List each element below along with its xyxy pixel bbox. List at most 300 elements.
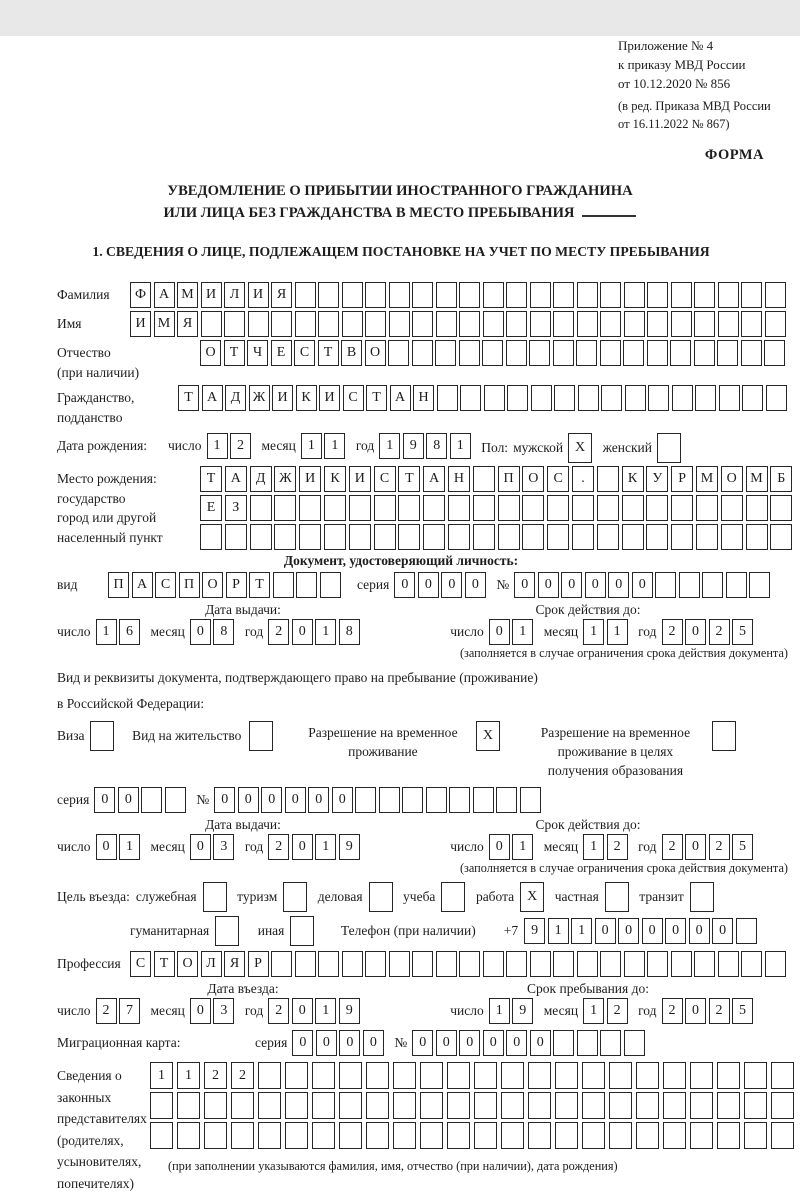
char-box [273,572,294,598]
char-box: 0 [436,1030,457,1056]
char-box [412,311,433,337]
expiry-year-cells [662,834,756,860]
birthdate-label: Дата рождения: [57,438,148,453]
doc-series-cells [394,572,488,598]
char-box: 2 [662,998,683,1024]
char-box [672,385,693,411]
char-box: 0 [459,1030,480,1056]
char-box [582,1122,605,1149]
char-box [600,340,621,366]
char-box [365,311,386,337]
expiry-note: (заполняется в случае ограничения срока действия документа) [459,861,788,875]
char-box [577,951,598,977]
char-box [771,1092,794,1119]
char-box [435,340,456,366]
char-box: 5 [732,998,753,1024]
char-box: И [272,385,293,411]
char-box [482,340,503,366]
char-box: 1 [177,1062,200,1089]
issue-year-cells [268,834,362,860]
representatives-cells-row2 [150,1092,798,1119]
char-box [663,1062,686,1089]
char-box: Ж [274,466,296,492]
char-box [765,311,786,337]
char-box [605,882,629,912]
char-box [555,1062,578,1089]
char-box: П [498,466,520,492]
char-box [530,311,551,337]
char-box [402,787,423,813]
purpose-official-checkbox [203,882,230,912]
month-label: месяц [543,839,579,854]
char-box [690,1092,713,1119]
char-box [506,340,527,366]
char-box [483,951,504,977]
char-box: . [572,466,594,492]
char-box [365,282,386,308]
char-box: X [568,433,592,463]
char-box [295,311,316,337]
birthplace-label-line: государство [57,490,126,506]
char-box: 9 [524,918,545,944]
number-label: № [196,792,210,807]
notification-form-page [0,36,800,1199]
char-box: 0 [561,572,582,598]
char-box [473,787,494,813]
char-box [555,1092,578,1119]
char-box [553,282,574,308]
char-box [448,495,470,521]
profession-cells [130,951,788,977]
char-box: 0 [685,998,706,1024]
birth-year-cells [379,433,473,459]
citizenship-cells [178,385,789,411]
form-label: ФОРМА [704,147,764,163]
residence-doc-series-row [57,787,800,813]
char-box: 1 [207,433,228,459]
purpose-private-checkbox [605,882,632,912]
char-box [231,1092,254,1119]
char-box: Т [366,385,387,411]
entry-year-cells [268,998,362,1024]
char-box [295,951,316,977]
char-box [274,524,296,550]
char-box [647,951,668,977]
char-box [318,282,339,308]
char-box [647,282,668,308]
char-box: 0 [618,918,639,944]
char-box [441,882,465,912]
char-box [663,1092,686,1119]
blank-underline [582,202,636,217]
identity-doc-row [57,572,800,598]
representatives-row [57,1062,800,1194]
char-box [726,572,747,598]
char-box [474,1092,497,1119]
purpose-tourism-checkbox [283,882,310,912]
char-box: 1 [512,834,533,860]
stay-year-cells [662,998,756,1024]
char-box [447,1122,470,1149]
char-box: 2 [230,433,251,459]
char-box [671,951,692,977]
char-box [520,787,541,813]
char-box [224,311,245,337]
residence-doc-dates-row [57,834,800,860]
char-box [609,1092,632,1119]
migration-card-label: Миграционная карта: [57,1035,181,1050]
char-box [412,282,433,308]
char-box [349,495,371,521]
char-box [623,340,644,366]
char-box: Т [249,572,270,598]
representatives-cells-row1 [150,1062,798,1089]
char-box [460,385,481,411]
phone-label: Телефон (при наличии) [340,923,476,938]
char-box [749,572,770,598]
issue-date-group [57,619,362,645]
char-box: С [130,951,151,977]
char-box: 0 [190,834,211,860]
temp-residence-label: Разрешение на временное проживание [308,725,458,759]
char-box: 0 [412,1030,433,1056]
char-box: 0 [339,1030,360,1056]
representatives-cells-column [150,1062,798,1174]
profession-row [57,951,800,977]
appendix-line: от 10.12.2020 № 856 [618,76,731,91]
char-box [577,1030,598,1056]
doc-series-label: серия [357,577,390,592]
expiry-date-group [450,619,755,645]
representatives-note: (при заполнении указываются фамилия, имя, отчество (при наличии), дата рождения) [168,1159,618,1173]
char-box [285,1122,308,1149]
char-box: 1 [548,918,569,944]
patronymic-label-line: Отчество [57,345,111,360]
char-box: X [476,721,500,751]
series-label: серия [255,1035,288,1050]
purpose-private-label: частная [554,889,599,904]
doc-number-label: № [496,577,510,592]
char-box [647,311,668,337]
char-box: Б [770,466,792,492]
char-box: 2 [268,998,289,1024]
char-box [744,1092,767,1119]
char-box [547,524,569,550]
char-box: 2 [96,998,117,1024]
char-box: К [324,466,346,492]
char-box [426,787,447,813]
char-box: 2 [204,1062,227,1089]
char-box [412,951,433,977]
purpose-study-checkbox [441,882,468,912]
phone-cells [524,918,759,944]
char-box [312,1122,335,1149]
char-box [528,1122,551,1149]
char-box [717,1062,740,1089]
surname-cells [130,282,788,308]
char-box [379,787,400,813]
char-box [690,1062,713,1089]
char-box: И [299,466,321,492]
char-box [501,1092,524,1119]
char-box [554,385,575,411]
char-box [553,1030,574,1056]
char-box: О [522,466,544,492]
char-box [663,1122,686,1149]
purpose-official-label: служебная [135,889,197,904]
day-label: число [57,1003,91,1018]
firstname-cells [130,311,788,337]
char-box [522,495,544,521]
char-box [648,385,669,411]
char-box [717,1122,740,1149]
char-box: 0 [538,572,559,598]
sex-label: Пол: [481,440,509,455]
appendix-reference [618,36,800,133]
purpose-business-label: деловая [317,889,363,904]
char-box: 0 [308,787,329,813]
char-box [746,524,768,550]
char-box [553,951,574,977]
char-box: Н [448,466,470,492]
char-box [636,1122,659,1149]
purpose-work-checkbox [520,882,547,912]
visa-checkbox [90,721,117,751]
birthplace-cells-row2 [200,495,795,521]
char-box [694,311,715,337]
char-box: 8 [213,619,234,645]
char-box: 1 [512,619,533,645]
visit-purpose-row [57,882,800,912]
char-box [496,787,517,813]
char-box [312,1092,335,1119]
char-box: Ф [130,282,151,308]
issue-day-cells [96,834,143,860]
char-box [324,495,346,521]
profession-label: Профессия [57,956,121,971]
char-box: 0 [190,619,211,645]
char-box [150,1092,173,1119]
visa-label: Виза [57,728,85,743]
residence-number-cells [214,787,543,813]
stay-day-cells [489,998,536,1024]
char-box [671,495,693,521]
char-box [258,1092,281,1119]
char-box [295,282,316,308]
char-box: 2 [709,998,730,1024]
char-box [744,1062,767,1089]
char-box [339,1122,362,1149]
char-box [285,1092,308,1119]
char-box [679,572,700,598]
title-line-1: УВЕДОМЛЕНИЕ О ПРИБЫТИИ ИНОСТРАННОГО ГРАЖДАНИНА [167,183,633,199]
char-box [695,385,716,411]
char-box: А [202,385,223,411]
char-box [177,1122,200,1149]
char-box: 1 [96,619,117,645]
char-box: Я [177,311,198,337]
birthplace-cells-column [200,466,795,553]
char-box [555,1122,578,1149]
char-box [531,385,552,411]
year-label: год [638,839,657,854]
char-box [655,572,676,598]
char-box [530,951,551,977]
char-box [530,282,551,308]
birthplace-cells-row3 [200,524,795,550]
char-box [600,311,621,337]
issue-date-heading: Дата выдачи: [205,602,281,617]
char-box: И [201,282,222,308]
day-label: число [57,839,91,854]
year-label: год [244,624,264,639]
char-box [690,882,714,912]
char-box [365,951,386,977]
char-box [600,282,621,308]
visit-purpose-row-2 [130,916,800,946]
char-box [718,951,739,977]
char-box [459,311,480,337]
char-box: А [225,466,247,492]
char-box: 0 [292,834,313,860]
series-label: серия [57,792,90,807]
purpose-work-label: работа [475,889,515,904]
char-box: 2 [709,834,730,860]
char-box [420,1122,443,1149]
char-box [296,572,317,598]
char-box [670,340,691,366]
entry-month-cells [190,998,237,1024]
char-box [389,951,410,977]
char-box: 2 [709,619,730,645]
char-box: 9 [339,834,360,860]
doc-kind-cells [108,572,343,598]
sex-male-label: мужской [513,440,564,455]
char-box [474,1122,497,1149]
char-box [339,1062,362,1089]
char-box [339,1092,362,1119]
char-box: 5 [732,834,753,860]
birthdate-row [57,433,800,463]
char-box: М [746,466,768,492]
char-box [141,787,162,813]
char-box [624,951,645,977]
char-box: 1 [583,998,604,1024]
char-box: 0 [238,787,259,813]
char-box: 0 [665,918,686,944]
residence-permit-options-row [57,721,800,780]
char-box [355,787,376,813]
char-box [671,311,692,337]
purpose-other-label: иная [257,923,285,938]
char-box [742,385,763,411]
char-box [721,524,743,550]
char-box [771,1122,794,1149]
month-label: месяц [150,1003,185,1018]
char-box: И [130,311,151,337]
char-box: 1 [315,834,336,860]
char-box [437,385,458,411]
year-label: год [244,839,264,854]
residence-doc-intro-1: Вид и реквизиты документа, подтверждающего право на пребывание (проживание) [57,670,538,685]
char-box [582,1062,605,1089]
citizenship-label-line: подданство [57,409,123,425]
char-box [498,495,520,521]
char-box: 0 [712,918,733,944]
char-box [271,951,292,977]
char-box: 0 [608,572,629,598]
char-box [393,1062,416,1089]
expiry-date-group [450,834,755,860]
char-box: 0 [292,998,313,1024]
char-box: А [132,572,153,598]
char-box [204,1092,227,1119]
char-box: 1 [150,1062,173,1089]
month-label: месяц [150,839,185,854]
issue-date-heading: Дата выдачи: [205,817,281,832]
entry-day-cells [96,998,143,1024]
char-box [741,311,762,337]
char-box [622,495,644,521]
char-box [624,311,645,337]
birthplace-label-line: населенный пункт [57,529,163,545]
char-box [231,1122,254,1149]
doc-kind-label: вид [57,577,78,592]
char-box [702,572,723,598]
char-box [694,951,715,977]
patronymic-cells [200,340,788,366]
char-box: 0 [292,1030,313,1056]
char-box: 2 [268,834,289,860]
char-box [299,495,321,521]
char-box: 8 [339,619,360,645]
char-box [657,433,681,463]
char-box [150,1122,173,1149]
issue-month-cells [190,834,237,860]
char-box: 1 [450,433,471,459]
char-box [393,1122,416,1149]
char-box [506,951,527,977]
char-box: 2 [662,834,683,860]
entry-date-heading: Дата въезда: [207,981,279,996]
char-box [600,951,621,977]
birthplace-label-line: Место рождения: [57,471,157,486]
char-box [646,495,668,521]
char-box [248,311,269,337]
char-box: 0 [514,572,535,598]
char-box: Р [226,572,247,598]
char-box: О [177,951,198,977]
char-box [741,951,762,977]
representatives-label-line: законных [57,1089,112,1105]
sex-male-checkbox [568,433,595,463]
char-box: В [341,340,362,366]
char-box [398,495,420,521]
char-box [717,340,738,366]
char-box [576,340,597,366]
char-box: 0 [595,918,616,944]
char-box [342,951,363,977]
char-box [696,495,718,521]
appendix-line: Приложение № 4 [618,38,714,53]
char-box [506,311,527,337]
char-box [582,1092,605,1119]
purpose-transit-checkbox [690,882,717,912]
char-box [459,340,480,366]
char-box: 0 [489,834,510,860]
char-box [597,466,619,492]
residence-series-cells [94,787,188,813]
